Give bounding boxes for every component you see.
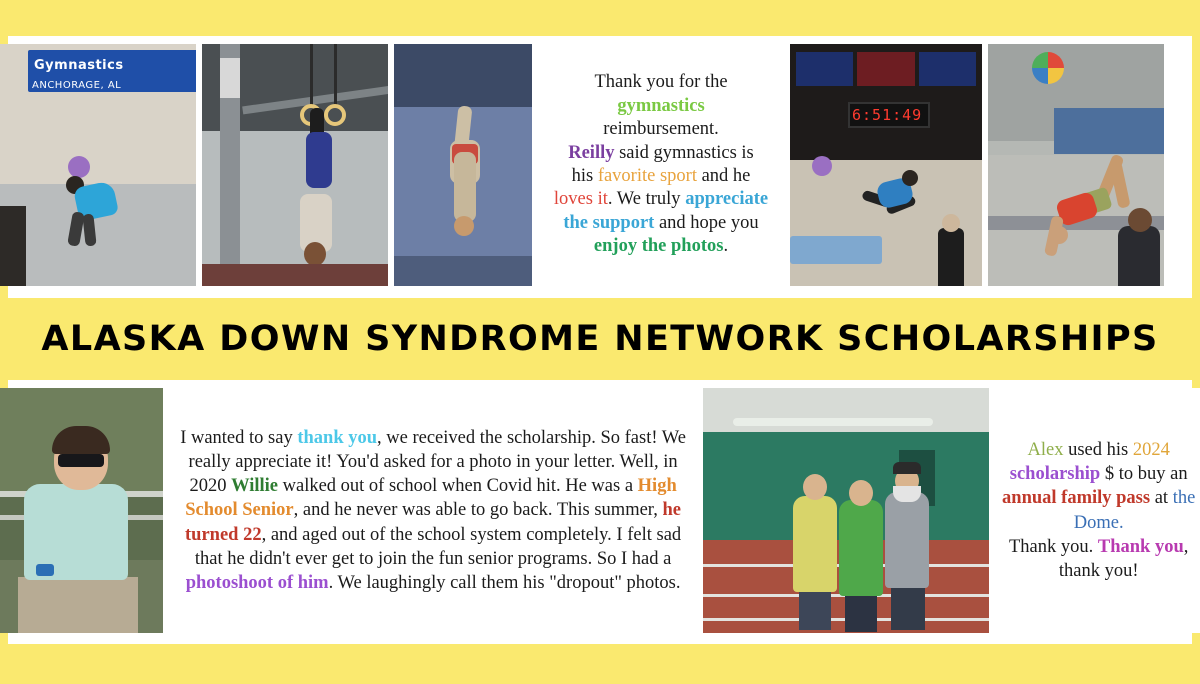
photo-young-man-with-sunglasses-portrait [0, 388, 163, 633]
top-msg-name: Reilly [568, 142, 615, 163]
top-msg-after-name: said gymnastics is [614, 142, 754, 163]
beach-ball-icon [1032, 52, 1064, 84]
top-msg-his: his [571, 166, 598, 186]
note-at: at [1150, 488, 1173, 509]
photo-gymnast-leaping-in-gym [790, 44, 982, 286]
top-msg-hope-you: and hope you [654, 212, 759, 233]
note-thank-you-bold: Thank you [1097, 536, 1184, 557]
letter-high-school-senior: High School Senior [185, 476, 677, 521]
letter-willie: Willie [231, 476, 278, 497]
top-msg-loves-it: loves it [553, 189, 608, 210]
photo-family-of-three-on-indoor-track [703, 388, 989, 633]
letter-photoshoot-of-him: photoshoot of him [185, 572, 329, 593]
note-alex: Alex [1027, 440, 1064, 461]
top-msg-favorite-sport: favorite sport [597, 166, 697, 186]
scoreboard-clock: 6:51:49 [852, 106, 923, 124]
note-the-dome: the Dome. [1073, 488, 1196, 533]
letter-he-turned-22: he turned 22 [185, 500, 681, 545]
letter-p2-mid2: , and he never was able to go back. This summer, [293, 500, 663, 521]
note-tail: , thank you! [1058, 536, 1189, 581]
alex-note-message [997, 388, 1200, 633]
top-msg-gymnastics: gymnastics [617, 95, 705, 116]
top-msg-we-truly: . We truly [607, 189, 686, 210]
photo-boy-jumping-trampoline [0, 44, 196, 286]
top-msg-reimbursement: reimbursement. [603, 119, 719, 140]
note-dollars-to: $ to buy an [1100, 464, 1188, 485]
top-yellow-band [0, 0, 1200, 36]
photo-child-cartwheel-on-floor [988, 44, 1164, 286]
photo-handstand-on-blue-mat [394, 44, 532, 286]
gym-banner-text: Gymnastics [34, 58, 124, 73]
letter-p2-start: You'd asked for a photo in your letter. Well, in 2020 [189, 452, 678, 497]
scholarship-letter-message [171, 388, 695, 633]
note-used-his: used his [1063, 440, 1133, 461]
letter-p2-mid1: walked out of school when Covid hit. He was a [278, 476, 638, 497]
title-banner [0, 298, 1200, 380]
photo-boy-on-still-rings-inverted [202, 44, 388, 286]
wristwatch-icon [36, 564, 54, 576]
note-annual-family-pass: annual family pass [1002, 488, 1151, 509]
letter-thank-you: thank you [297, 428, 378, 449]
top-msg-appreciate-support: appreciate the support [563, 189, 769, 233]
sunglasses-icon [58, 454, 104, 467]
letter-p1-start: I wanted to say [180, 428, 298, 449]
top-msg-line1: Thank you for the [594, 72, 728, 93]
top-photo-row [0, 44, 1200, 286]
top-thank-you-message [538, 44, 784, 286]
flower-decal-icon [812, 156, 832, 176]
top-msg-and-he: and he [696, 166, 751, 186]
bottom-yellow-band [0, 644, 1200, 684]
top-msg-period: . [723, 236, 729, 257]
letter-p1-end: , we received the scholarship. So fast! We really appreciate it! [188, 428, 687, 473]
flower-decal-icon [68, 156, 90, 178]
note-scholarship: scholarship [1009, 464, 1101, 485]
note-year: 2024 [1132, 440, 1170, 461]
gym-banner-subtext: ANCHORAGE, AL [32, 80, 122, 91]
letter-p2-mid3: , and aged out of the school system completely. I felt sad that he didn't ever get to join the fun senior programs. So I had a [194, 524, 682, 569]
bottom-photo-row [0, 388, 1200, 633]
top-msg-enjoy-photos: enjoy the photos [593, 236, 724, 257]
note-thank-you-plain: Thank you. [1008, 536, 1098, 557]
letter-p2-end: . We laughingly call them his "dropout" photos. [328, 572, 681, 593]
page-title: ALASKA DOWN SYNDROME NETWORK SCHOLARSHIPS [41, 319, 1159, 359]
